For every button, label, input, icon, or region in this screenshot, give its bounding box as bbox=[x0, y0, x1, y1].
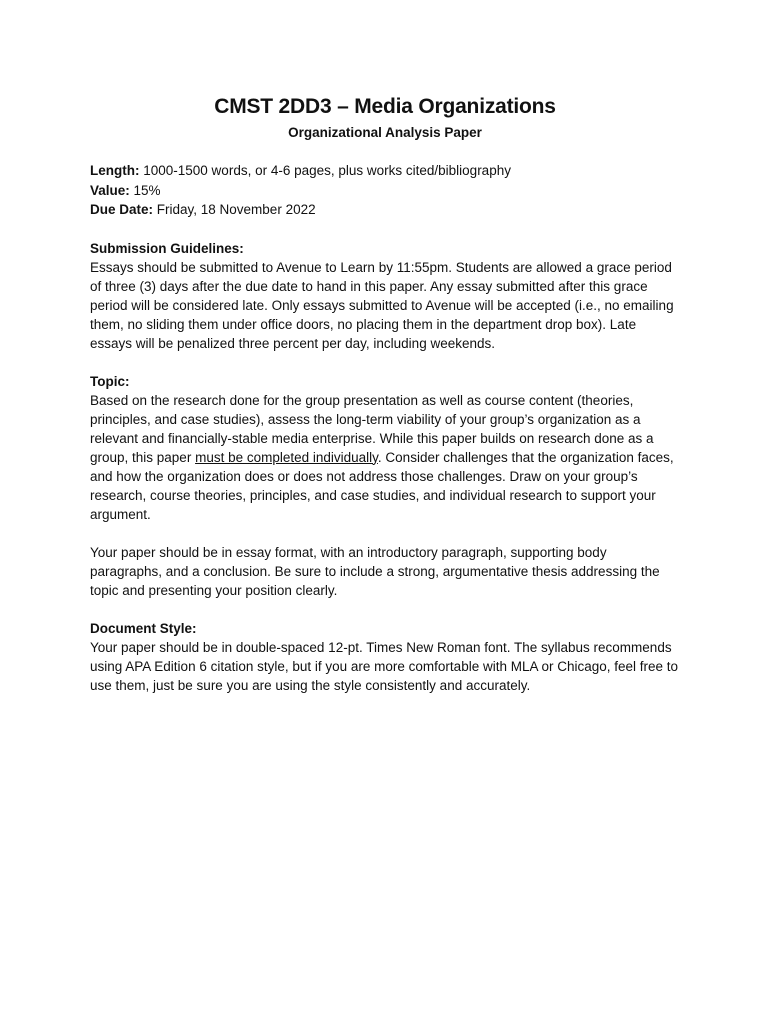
topic-section bbox=[90, 372, 680, 600]
meta-length bbox=[90, 161, 680, 181]
value-value: 15% bbox=[129, 182, 161, 198]
topic-p1-underlined: must be completed individually bbox=[195, 449, 378, 465]
topic-p1-before: Based on the research done for the group presentation as well as course content (theories, principles, and case studies), assess the long-term viability of your group’s organization as a relevant and financially-stable media enterprise. While this paper builds on research done as a group, this paper bbox=[90, 392, 654, 465]
document-subtitle: Organizational Analysis Paper bbox=[288, 125, 482, 140]
style-heading: Document Style: bbox=[90, 620, 197, 636]
length-label: Length: bbox=[90, 163, 140, 178]
topic-p1-after: . Consider challenges that the organization faces, and how the organization does or does not address those challenges. Draw on your group’s research, course theories, principles, and case studies, and individual research to support your argument. bbox=[90, 449, 674, 522]
length-value: 1000-1500 words, or 4-6 pages, plus works cited/bibliography bbox=[139, 163, 511, 178]
topic-paragraph-1 bbox=[90, 391, 680, 524]
meta-value bbox=[90, 181, 680, 201]
submission-body: Essays should be submitted to Avenue to Learn by 11:55pm. Students are allowed a grace period of three (3) days after the due date to hand in this paper. Any essay submitted after this grace period will be considered late. Only essays submitted to Avenue will be accepted (i.e., no emailing them, no sliding them under office doors, no placing them in the department drop box). Late essays will be penalized three percent per day, including weekends. bbox=[90, 259, 674, 351]
style-section bbox=[90, 619, 680, 695]
submission-section bbox=[90, 239, 680, 353]
topic-paragraph-2: Your paper should be in essay format, with an introductory paragraph, supporting body paragraphs, and a conclusion. Be sure to include a strong, argumentative thesis addressing the topic and presenting your position clearly. bbox=[90, 544, 660, 598]
assignment-meta bbox=[90, 161, 680, 220]
due-date-value: Friday, 18 November 2022 bbox=[153, 202, 316, 217]
meta-due-date bbox=[90, 200, 680, 220]
submission-heading: Submission Guidelines: bbox=[90, 240, 244, 256]
value-label: Value: bbox=[90, 182, 130, 198]
document-title: CMST 2DD3 – Media Organizations bbox=[214, 95, 556, 118]
topic-heading: Topic: bbox=[90, 373, 130, 389]
document-content bbox=[90, 93, 680, 695]
style-body: Your paper should be in double-spaced 12-pt. Times New Roman font. The syllabus recommends using APA Edition 6 citation style, but if you are more comfortable with MLA or Chicago, feel free to use them, just be sure you are using the style consistently and accurately. bbox=[90, 639, 679, 693]
due-date-label: Due Date: bbox=[90, 202, 154, 217]
